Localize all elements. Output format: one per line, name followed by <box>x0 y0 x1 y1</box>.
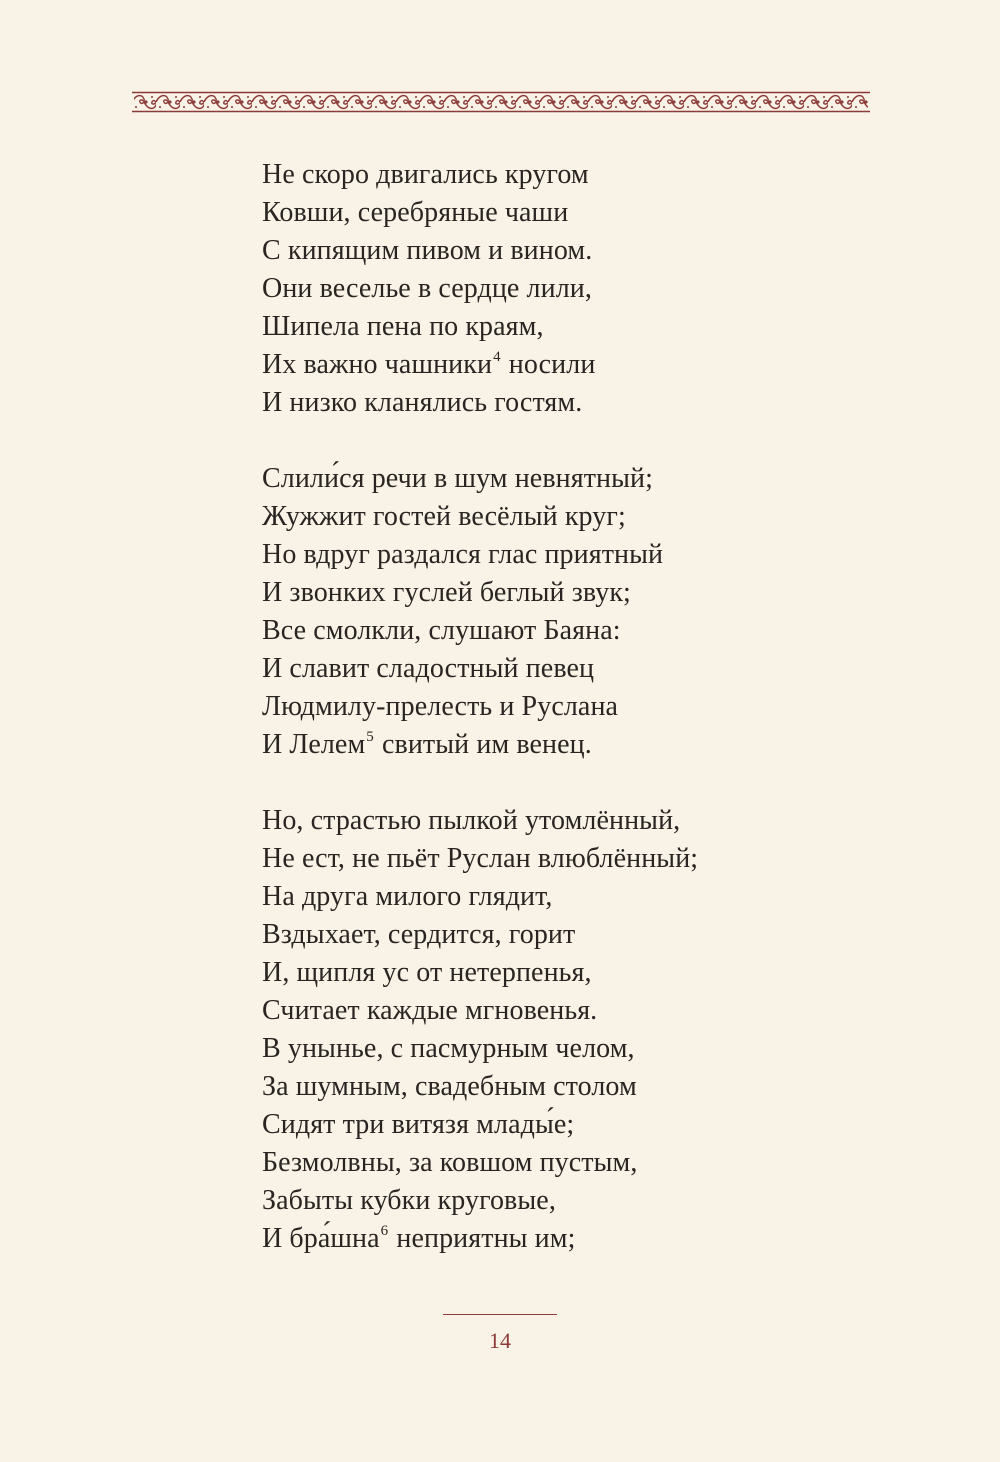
poem-line <box>262 954 882 992</box>
line-text: И, щипля ус от нетерпенья, <box>262 957 592 988</box>
line-text: Слили́ся речи в шум невнятный; <box>262 463 654 494</box>
footnote-marker: 4 <box>493 349 501 365</box>
line-text: носили <box>501 349 596 380</box>
poem-line <box>262 992 882 1030</box>
poem-line <box>262 612 882 650</box>
line-text: На друга милого глядит, <box>262 881 553 912</box>
poem-line <box>262 460 882 498</box>
poem-line <box>262 156 882 194</box>
line-text: Не ест, не пьёт Руслан влюблённый; <box>262 843 699 874</box>
poem-line <box>262 574 882 612</box>
poem-line <box>262 1144 882 1182</box>
line-text: Людмилу-прелесть и Руслана <box>262 691 619 722</box>
poem-text <box>262 156 882 1296</box>
poem-line <box>262 270 882 308</box>
poem-line <box>262 1030 882 1068</box>
poem-line <box>262 232 882 270</box>
stanza <box>262 156 882 422</box>
poem-line <box>262 1220 882 1258</box>
poem-line <box>262 650 882 688</box>
poem-line <box>262 1068 882 1106</box>
line-text: И бра́шна <box>262 1223 380 1254</box>
poem-line <box>262 498 882 536</box>
poem-line <box>262 916 882 954</box>
line-text: И низко кланялись гостям. <box>262 387 583 418</box>
line-text: Но вдруг раздался глас приятный <box>262 539 664 570</box>
ornamental-border-icon <box>132 91 870 113</box>
line-text: И славит сладостный певец <box>262 653 595 684</box>
poem-line <box>262 194 882 232</box>
line-text: Все смолкли, слушают Баяна: <box>262 615 621 646</box>
line-text: Ковши, серебряные чаши <box>262 197 569 228</box>
line-text: Шипела пена по краям, <box>262 311 544 342</box>
line-text: Безмолвны, за ковшом пустым, <box>262 1147 638 1178</box>
line-text: неприятны им; <box>389 1223 576 1254</box>
line-text: Не скоро двигались кругом <box>262 159 589 190</box>
poem-line <box>262 1106 882 1144</box>
line-text: свитый им венец. <box>374 729 592 760</box>
line-text: Они веселье в сердце лили, <box>262 273 592 304</box>
line-text: Вздыхает, сердится, горит <box>262 919 576 950</box>
line-text: С кипящим пивом и вином. <box>262 235 593 266</box>
poem-line <box>262 1182 882 1220</box>
line-text: И звонких гуслей беглый звук; <box>262 577 631 608</box>
line-text: Считает каждые мгновенья. <box>262 995 598 1026</box>
poem-line <box>262 840 882 878</box>
stanza <box>262 460 882 764</box>
line-text: Но, страстью пылкой утомлённый, <box>262 805 681 836</box>
line-text: Жужжит гостей весёлый круг; <box>262 501 626 532</box>
poem-line <box>262 308 882 346</box>
footnote-marker: 5 <box>366 729 374 745</box>
line-text: Сидят три витязя млады́е; <box>262 1109 575 1140</box>
line-text: Их важно чашники <box>262 349 493 380</box>
line-text: Забыты кубки круговые, <box>262 1185 556 1216</box>
footer-divider <box>443 1314 557 1315</box>
poem-line <box>262 346 882 384</box>
poem-line <box>262 384 882 422</box>
line-text: В унынье, с пасмурным челом, <box>262 1033 635 1064</box>
poem-line <box>262 878 882 916</box>
stanza <box>262 802 882 1258</box>
poem-line <box>262 688 882 726</box>
poem-line <box>262 802 882 840</box>
line-text: И Лелем <box>262 729 366 760</box>
poem-line <box>262 536 882 574</box>
poem-line <box>262 726 882 764</box>
page-number: 14 <box>489 1328 511 1353</box>
footnote-marker: 6 <box>380 1223 389 1239</box>
line-text: За шумным, свадебным столом <box>262 1071 637 1102</box>
